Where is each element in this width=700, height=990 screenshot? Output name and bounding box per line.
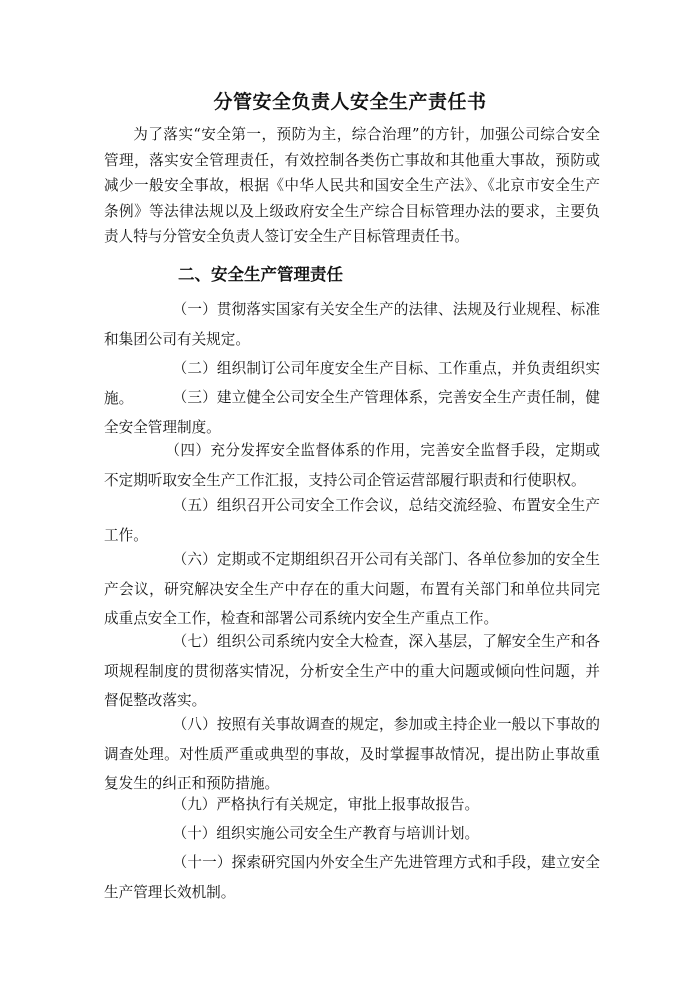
responsibility-item-7: （七）组织公司系统内安全大检查，深入基层，了解安全生产和各项规程制度的贯彻落实情况，分析安全生产中的重大问题或倾向性问题，并督促整改落实。 [104, 633, 600, 709]
responsibility-item-1: （一）贯彻落实国家有关安全生产的法律、法规及行业规程、标准和集团公司有关规定。 [104, 301, 600, 348]
responsibility-item-10: （十）组织实施公司安全生产教育与培训计划。 [172, 825, 480, 842]
responsibility-item-11: （十一）探索研究国内外安全生产先进管理方式和手段，建立安全生产管理长效机制。 [104, 854, 600, 901]
responsibility-item-9: （九）严格执行有关规定，审批上报事故报告。 [172, 796, 480, 813]
responsibility-item-2: （二）组织制订公司年度安全生产目标、工作重点，并负责组织实施。 [104, 360, 600, 407]
document-title: 分管安全负责人安全生产责任书 [213, 91, 487, 113]
responsibility-item-6: （六）定期或不定期组织召开公司有关部门、各单位参加的安全生产会议，研究解决安全生产中存在的重大问题，布置有关部门和单位共同完成重点安全工作，检查和部署公司系统内安全生产重点工作。 [104, 551, 600, 627]
responsibility-item-3: （三）建立健全公司安全生产管理体系，完善安全生产责任制，健全安全管理制度。 [104, 389, 600, 436]
section-heading: 二、安全生产管理责任 [178, 265, 343, 284]
responsibility-item-4: （四）充分发挥安全监督体系的作用，完善安全监督手段，定期或不定期听取安全生产工作汇报，支持公司企管运营部履行职责和行使职权。 [104, 442, 600, 489]
responsibility-item-8: （八）按照有关事故调查的规定，参加或主持企业一般以下事故的调查处理。对性质严重或典型的事故，及时掌握事故情况，提出防止事故重复发生的纠正和预防措施。 [104, 716, 600, 792]
intro-paragraph: 为了落实“安全第一，预防为主，综合治理”的方针，加强公司综合安全管理，落实安全管理责任，有效控制各类伤亡事故和其他重大事故，预防或减少一般安全事故，根据《中华人民共和国安全生产法》、《北京市安全生产条例》等法律法规以及上级政府安全生产综合目标管理办法的要求，主要负责人特与分管安全负责人签订安全生产目标管理责任书。 [104, 126, 600, 246]
responsibility-item-5: （五）组织召开公司安全工作会议，总结交流经验、布置安全生产工作。 [104, 497, 600, 544]
